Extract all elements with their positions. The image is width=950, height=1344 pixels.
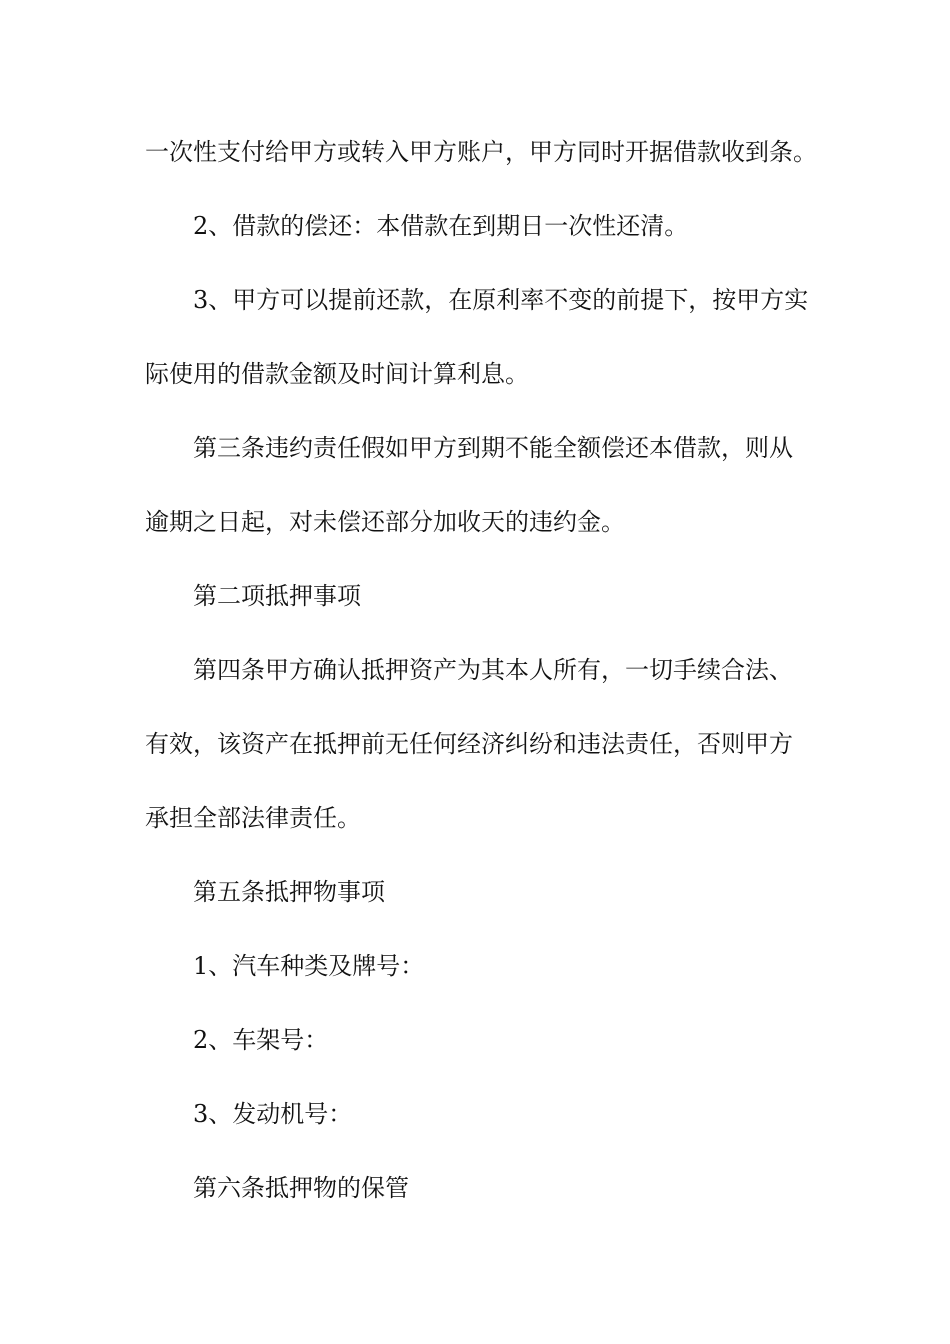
list-item: 1、汽车种类及牌号： <box>193 952 425 980</box>
list-item: 2、车架号： <box>193 1026 329 1054</box>
text-line: 一次性支付给甲方或转入甲方账户，甲方同时开据借款收到条。 <box>145 138 817 166</box>
text-line: 3、甲方可以提前还款，在原利率不变的前提下，按甲方实 <box>193 286 809 314</box>
text-line: 承担全部法律责任。 <box>145 804 361 832</box>
text-line: 第四条甲方确认抵押资产为其本人所有，一切手续合法、 <box>193 656 793 684</box>
list-item: 3、发动机号： <box>193 1100 353 1128</box>
text-line: 第三条违约责任假如甲方到期不能全额偿还本借款，则从 <box>193 434 793 462</box>
section-heading: 第二项抵押事项 <box>193 582 361 610</box>
section-heading: 第五条抵押物事项 <box>193 878 385 906</box>
text-line: 际使用的借款金额及时间计算利息。 <box>145 360 529 388</box>
section-heading: 第六条抵押物的保管 <box>193 1174 409 1202</box>
text-line: 逾期之日起，对未偿还部分加收天的违约金。 <box>145 508 625 536</box>
text-line: 2、借款的偿还：本借款在到期日一次性还清。 <box>193 212 689 240</box>
text-line: 有效，该资产在抵押前无任何经济纠纷和违法责任，否则甲方 <box>145 730 793 758</box>
